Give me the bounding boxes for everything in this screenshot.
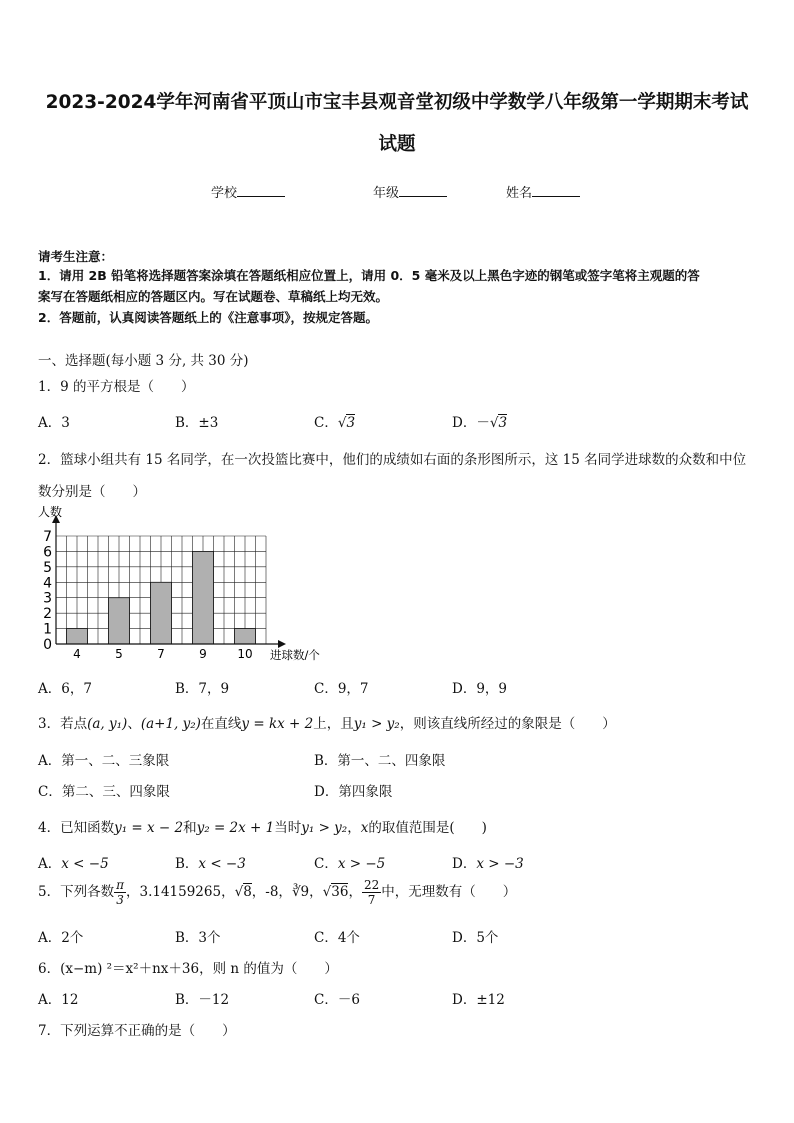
q6-option-d: D．±12 bbox=[452, 992, 505, 1008]
q6-option-c: C．－6 bbox=[314, 992, 360, 1008]
y-tick-label: 2 bbox=[43, 606, 52, 623]
q1-option-d bbox=[452, 411, 507, 431]
bar bbox=[151, 582, 172, 644]
q4-text-2: 和 bbox=[183, 820, 197, 836]
sqrt-icon: √ bbox=[489, 415, 499, 431]
q4-option-a-label: A． bbox=[38, 856, 62, 872]
q4-option-c-expr: x > −5 bbox=[337, 856, 386, 872]
school-label: 学校 bbox=[211, 186, 238, 201]
q4-condition: y₁ > y₂ bbox=[301, 820, 348, 836]
q3-option-d: D．第四象限 bbox=[314, 784, 393, 800]
q4-text bbox=[38, 816, 487, 836]
school-blank bbox=[237, 184, 285, 197]
q3-option-b: B．第一、二、四象限 bbox=[314, 753, 446, 769]
q5-text bbox=[38, 878, 516, 907]
q4-text-3: 当时 bbox=[274, 820, 302, 836]
bar-chart bbox=[34, 503, 344, 663]
y-tick-label: 1 bbox=[43, 621, 52, 638]
grade-label: 年级 bbox=[373, 186, 400, 201]
name-blank bbox=[532, 184, 580, 197]
q1-option-c bbox=[314, 411, 355, 431]
q2-option-c: C．9，7 bbox=[314, 681, 369, 697]
bar bbox=[235, 629, 256, 644]
q6-text: 6．(x−m) ²＝x²＋nx＋36，则 n 的值为（ ） bbox=[38, 961, 338, 977]
q5-option-d: D．5个 bbox=[452, 930, 499, 946]
q3-text-4: ，则该直线所经过的象限是（ ） bbox=[399, 716, 616, 732]
q4-option-a bbox=[38, 852, 109, 872]
section-title: 一、选择题(每小题 3 分, 共 30 分) bbox=[38, 353, 249, 369]
q3-sep: 、 bbox=[127, 716, 141, 732]
name-label: 姓名 bbox=[506, 186, 533, 201]
bar bbox=[67, 629, 88, 644]
q4-option-a-expr: x < −5 bbox=[61, 856, 109, 872]
q1-option-c-radicand: 3 bbox=[346, 415, 356, 431]
q5-list-1: ，3.14159265， bbox=[125, 884, 235, 900]
q4-func-1: y₁ = x − 2 bbox=[114, 820, 184, 836]
x-axis-label: 进球数/个 bbox=[270, 648, 320, 662]
q5-frac1-denominator: 3 bbox=[116, 893, 124, 907]
q5-list-2: ，-8， bbox=[251, 884, 292, 900]
q1-option-c-label: C． bbox=[314, 415, 338, 431]
y-tick-label: 7 bbox=[43, 529, 52, 545]
q5-option-b: B．3个 bbox=[175, 930, 221, 946]
q3-option-a: A．第一、二、三象限 bbox=[38, 753, 170, 769]
q3-option-c: C．第二、三、四象限 bbox=[38, 784, 170, 800]
q5-text-1: 5．下列各数 bbox=[38, 884, 115, 900]
q5-list-3: ， bbox=[309, 884, 323, 900]
q5-frac2-denominator: 7 bbox=[367, 893, 376, 907]
q3-text-1: 3．若点 bbox=[38, 716, 88, 732]
q4-func-2: y₂ = 2x + 1 bbox=[196, 820, 275, 836]
q4-option-d-expr: x > −3 bbox=[476, 856, 524, 872]
q4-option-d-label: D． bbox=[452, 856, 477, 872]
page-title: 2023-2024学年河南省平顶山市宝丰县观音堂初级中学数学八年级第一学期期末考试 bbox=[45, 92, 749, 113]
q4-text-4: ， bbox=[347, 820, 361, 836]
q4-option-d bbox=[452, 852, 524, 872]
y-tick-label: 4 bbox=[43, 575, 52, 592]
q3-text-2: 在直线 bbox=[200, 716, 242, 732]
y-tick-label: 0 bbox=[43, 637, 52, 653]
q4-option-c-label: C． bbox=[314, 856, 338, 872]
q3-point-2: (a+1, y₂) bbox=[140, 716, 201, 732]
page-title-line2: 试题 bbox=[378, 134, 416, 155]
q4-var: x bbox=[360, 820, 369, 836]
q4-text-5: 的取值范围是( ) bbox=[368, 820, 487, 836]
q5-fraction-pi-3 bbox=[114, 878, 126, 907]
q4-text-1: 4．已知函数 bbox=[38, 820, 115, 836]
q5-option-a: A．2个 bbox=[38, 930, 84, 946]
q5-list-4: ， bbox=[348, 884, 362, 900]
q5-text-2: 中，无理数有（ ） bbox=[381, 884, 517, 900]
q5-cube-root: ∛9 bbox=[291, 884, 310, 900]
x-tick-label: 10 bbox=[237, 647, 253, 661]
q7-text: 7．下列运算不正确的是（ ） bbox=[38, 1023, 236, 1039]
school-field bbox=[211, 182, 285, 201]
y-axis-label: 人数 bbox=[38, 505, 63, 519]
y-tick-label: 5 bbox=[43, 559, 52, 576]
x-axis-arrow-icon bbox=[278, 640, 286, 648]
q2-option-b: B．7，9 bbox=[175, 681, 230, 697]
q3-point-1: (a, y₁) bbox=[87, 716, 128, 732]
x-tick-label: 9 bbox=[199, 647, 207, 661]
q1-option-d-label: D．－ bbox=[452, 415, 490, 431]
x-tick-label: 7 bbox=[157, 647, 165, 661]
q3-condition: y₁ > y₂ bbox=[353, 716, 400, 732]
q1-text: 1．9 的平方根是（ ） bbox=[38, 379, 195, 395]
sqrt-icon: √ bbox=[234, 884, 244, 900]
q4-option-c bbox=[314, 852, 385, 872]
q1-option-d-radicand: 3 bbox=[498, 415, 508, 431]
q5-frac2-numerator: 22 bbox=[363, 878, 380, 892]
q3-line-eq: y = kx + 2 bbox=[241, 716, 314, 732]
bar bbox=[109, 598, 130, 644]
q2-text-line2: 数分别是（ ） bbox=[38, 484, 146, 500]
q5-fraction-22-7 bbox=[362, 878, 381, 907]
sqrt-icon: √ bbox=[322, 884, 332, 900]
q4-option-b bbox=[175, 852, 246, 872]
chart-y-ticks bbox=[43, 529, 52, 653]
notice-line2: 2．答题前，认真阅读答题纸上的《注意事项》，按规定答题。 bbox=[38, 310, 378, 325]
y-tick-label: 6 bbox=[43, 544, 52, 561]
bar bbox=[193, 551, 214, 644]
grade-blank bbox=[399, 184, 447, 197]
q2-text-line1: 2．篮球小组共有 15 名同学，在一次投篮比赛中，他们的成绩如右面的条形图所示，这 15 名同学进球数的众数和中位 bbox=[38, 452, 747, 468]
q5-radicand-2: 36 bbox=[331, 884, 349, 900]
q5-radicand-1: 8 bbox=[243, 884, 252, 900]
q4-option-b-label: B． bbox=[175, 856, 199, 872]
q4-option-b-expr: x < −3 bbox=[198, 856, 246, 872]
notice-heading: 请考生注意： bbox=[38, 249, 114, 264]
notice-line1a: 1．请用 2B 铅笔将选择题答案涂填在答题纸相应位置上，请用 0．5 毫米及以上黑色字迹的钢笔或签字笔将主观题的答 bbox=[38, 268, 700, 283]
q1-option-a: A．3 bbox=[38, 415, 70, 431]
x-tick-label: 4 bbox=[73, 647, 81, 661]
q5-frac1-numerator: π bbox=[116, 878, 124, 892]
chart-x-ticks bbox=[73, 647, 252, 661]
sqrt-icon: √ bbox=[337, 415, 347, 431]
notice-line1b: 案写在答题纸相应的答题区内。写在试题卷、草稿纸上均无效。 bbox=[38, 289, 389, 304]
q2-option-d: D．9，9 bbox=[452, 681, 508, 697]
q3-text-3: 上，且 bbox=[313, 716, 354, 732]
q5-option-c: C．4个 bbox=[314, 930, 360, 946]
q3-text bbox=[38, 712, 616, 732]
grade-field bbox=[373, 182, 447, 201]
q6-option-a: A．12 bbox=[38, 992, 79, 1008]
q2-option-a: A．6，7 bbox=[38, 681, 92, 697]
q1-option-b: B．±3 bbox=[175, 415, 219, 431]
x-tick-label: 5 bbox=[115, 647, 123, 661]
q6-option-b: B．－12 bbox=[175, 992, 230, 1008]
name-field bbox=[506, 182, 580, 201]
y-tick-label: 3 bbox=[43, 590, 52, 607]
